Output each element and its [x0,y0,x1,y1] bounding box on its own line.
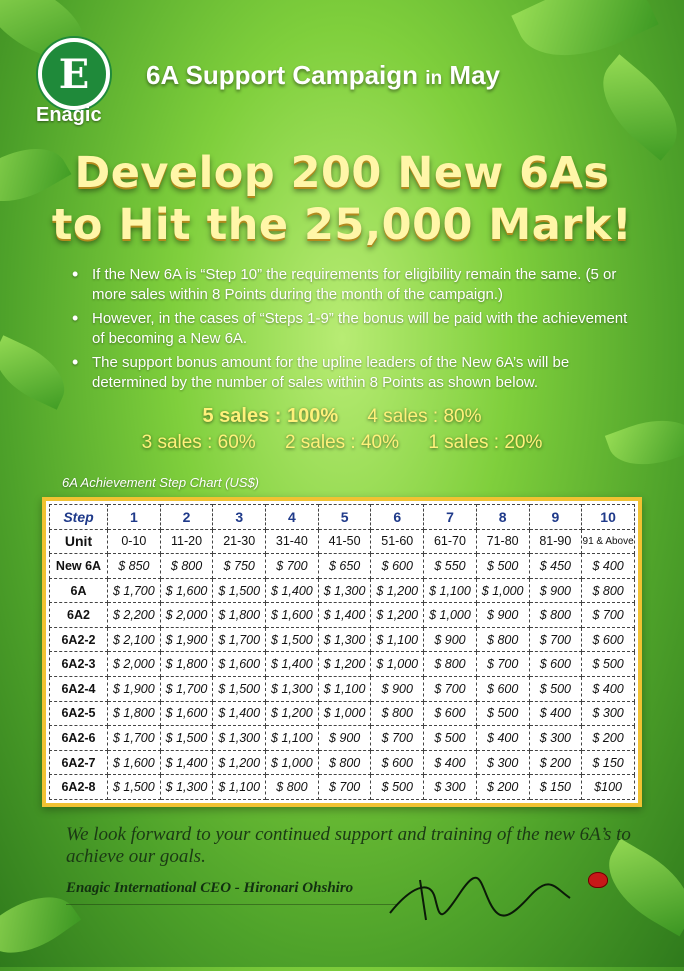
rates-line1 [0,405,684,428]
bonus-amount: $ 1,000 [266,750,319,775]
bonus-amount: $ 900 [371,677,424,702]
table-row [50,603,635,628]
bonus-amount: $ 1,700 [213,627,266,652]
bonus-amount: $ 850 [108,554,161,579]
bonus-amount: $ 1,000 [318,701,371,726]
bonus-amount: $ 2,000 [160,603,213,628]
step-number: 9 [529,505,582,530]
bullet-item: • If the New 6A is “Step 10” the requirements for eligibility remain the same. (5 or more sales within 8 Points during the month of the campaign.) [70,265,630,305]
bonus-amount: $ 800 [476,627,529,652]
rank-label: 6A2-4 [50,677,108,702]
bonus-amount: $ 150 [582,750,635,775]
bonus-amount: $ 200 [529,750,582,775]
bonus-amount: $ 300 [529,726,582,751]
bonus-amount: $ 1,400 [318,603,371,628]
step-number: 2 [160,505,213,530]
bonus-amount: $ 1,100 [318,677,371,702]
bonus-amount: $100 [582,775,635,800]
bonus-amount: $ 1,000 [371,652,424,677]
bonus-amount: $ 500 [582,652,635,677]
bonus-amount: $ 1,500 [160,726,213,751]
ceo-name: Enagic International CEO - Hironari Ohshiro [66,880,354,896]
unit-range: 61-70 [424,529,477,554]
rank-label: 6A2-3 [50,652,108,677]
bonus-amount: $ 700 [424,677,477,702]
bonus-amount: $ 600 [371,554,424,579]
unit-range: 11-20 [160,529,213,554]
step-label: Step [50,505,108,530]
bonus-amount: $ 1,400 [266,652,319,677]
bullet-item: • The support bonus amount for the upline leaders of the New 6A’s will be determined by the number of sales within 8 Points as shown below. [70,353,630,393]
bonus-amount: $ 150 [529,775,582,800]
bonus-amount: $ 1,100 [266,726,319,751]
bonus-amount: $ 700 [266,554,319,579]
bonus-amount: $ 1,500 [213,677,266,702]
bonus-amount: $ 1,200 [213,750,266,775]
chart-title: 6A Achievement Step Chart (US$) [62,475,260,490]
bonus-amount: $ 200 [476,775,529,800]
bullet-list [70,265,630,397]
bonus-amount: $ 400 [582,677,635,702]
rate-item: 1 sales : 20% [428,432,543,453]
bonus-amount: $ 1,800 [160,652,213,677]
rank-label: 6A2-5 [50,701,108,726]
bonus-amount: $ 700 [582,603,635,628]
step-number: 1 [108,505,161,530]
headline-line2: to Hit the 25,000 Mark! [51,200,633,250]
bonus-amount: $ 1,200 [266,701,319,726]
bonus-amount: $ 750 [213,554,266,579]
unit-range: 71-80 [476,529,529,554]
bonus-amount: $ 900 [318,726,371,751]
unit-range: 41-50 [318,529,371,554]
rank-label: 6A2 [50,603,108,628]
unit-range: 81-90 [529,529,582,554]
rank-label: New 6A [50,554,108,579]
bonus-amount: $ 650 [318,554,371,579]
bonus-amount: $ 800 [371,701,424,726]
step-number: 10 [582,505,635,530]
rate-item: 4 sales : 80% [367,406,482,427]
bullet-item: • However, in the cases of “Steps 1-9” the bonus will be paid with the achievement of becoming a New 6A. [70,309,630,349]
bonus-amount: $ 1,400 [160,750,213,775]
bonus-amount: $ 1,600 [160,701,213,726]
bonus-amount: $ 1,300 [318,578,371,603]
table-row [50,726,635,751]
bonus-amount: $ 1,500 [266,627,319,652]
unit-range: 51-60 [371,529,424,554]
bonus-amount: $ 550 [424,554,477,579]
bonus-amount: $ 600 [476,677,529,702]
bonus-amount: $ 1,500 [213,578,266,603]
bonus-amount: $ 600 [424,701,477,726]
step-number: 4 [266,505,319,530]
campaign-in: in [425,68,443,89]
bonus-amount: $ 600 [371,750,424,775]
bonus-amount: $ 900 [424,627,477,652]
bonus-amount: $ 1,600 [160,578,213,603]
brand-name: Enagic [36,104,102,126]
bonus-amount: $ 1,100 [213,775,266,800]
step-number: 7 [424,505,477,530]
bonus-amount: $ 1,200 [371,603,424,628]
rank-label: 6A2-2 [50,627,108,652]
bonus-amount: $ 800 [424,652,477,677]
unit-range: 0-10 [108,529,161,554]
bonus-amount: $ 1,300 [318,627,371,652]
bonus-amount: $ 700 [318,775,371,800]
unit-label: Unit [50,529,108,554]
bonus-amount: $ 900 [529,578,582,603]
unit-range: 91 & Above [582,529,635,554]
step-chart-table [42,497,642,807]
rank-label: 6A2-6 [50,726,108,751]
bonus-amount: $ 800 [582,578,635,603]
ladybug-icon [588,872,608,888]
bonus-amount: $ 1,300 [213,726,266,751]
rates-line2 [0,432,684,454]
bonus-amount: $ 1,700 [108,578,161,603]
bonus-amount: $ 1,400 [213,701,266,726]
bonus-amount: $ 600 [529,652,582,677]
bonus-amount: $ 1,600 [108,750,161,775]
bonus-amount: $ 300 [476,750,529,775]
rank-label: 6A [50,578,108,603]
unit-range: 21-30 [213,529,266,554]
table-row [50,750,635,775]
bonus-amount: $ 800 [266,775,319,800]
bonus-amount: $ 500 [371,775,424,800]
bonus-amount: $ 1,400 [266,578,319,603]
bonus-amount: $ 400 [529,701,582,726]
bonus-amount: $ 2,000 [108,652,161,677]
bonus-amount: $ 1,800 [108,701,161,726]
bonus-amount: $ 1,200 [318,652,371,677]
step-number: 6 [371,505,424,530]
rank-label: 6A2-7 [50,750,108,775]
table-row [50,578,635,603]
enagic-logo-icon: E [38,38,110,110]
bonus-amount: $ 1,700 [108,726,161,751]
bonus-amount: $ 1,800 [213,603,266,628]
rate-item: 2 sales : 40% [284,432,400,453]
unit-range: 31-40 [266,529,319,554]
table-row [50,677,635,702]
campaign-title [146,60,500,91]
bonus-amount: $ 1,500 [108,775,161,800]
step-header-row [50,505,635,530]
bonus-amount: $ 1,000 [424,603,477,628]
bonus-amount: $ 1,600 [266,603,319,628]
bonus-amount: $ 1,300 [160,775,213,800]
bonus-amount: $ 300 [582,701,635,726]
bonus-amount: $ 1,700 [160,677,213,702]
leaf-decoration [0,335,76,410]
bonus-amount: $ 300 [424,775,477,800]
bonus-amount: $ 1,200 [371,578,424,603]
table-row [50,775,635,800]
step-number: 5 [318,505,371,530]
bonus-amount: $ 1,300 [266,677,319,702]
table-row [50,652,635,677]
bonus-amount: $ 1,900 [108,677,161,702]
bonus-amount: $ 2,100 [108,627,161,652]
bonus-amount: $ 800 [529,603,582,628]
bonus-amount: $ 700 [476,652,529,677]
bonus-amount: $ 500 [529,677,582,702]
bonus-amount: $ 2,200 [108,603,161,628]
table-row [50,701,635,726]
bonus-amount: $ 700 [529,627,582,652]
headline-line1: Develop 200 New 6As [74,148,610,198]
bonus-amount: $ 1,100 [371,627,424,652]
bonus-amount: $ 1,600 [213,652,266,677]
rate-item: 5 sales : 100% [202,405,339,427]
bonus-amount: $ 500 [476,554,529,579]
step-number: 8 [476,505,529,530]
bonus-amount: $ 900 [476,603,529,628]
bonus-amount: $ 1,100 [424,578,477,603]
closing-message: We look forward to your continued support and training of the new 6A’s to achieve our goals. [66,824,631,867]
table-row [50,554,635,579]
bonus-amount: $ 800 [160,554,213,579]
bonus-amount: $ 1,000 [476,578,529,603]
signature-icon [380,868,580,928]
bonus-amount: $ 400 [476,726,529,751]
bonus-amount: $ 600 [582,627,635,652]
bonus-amount: $ 500 [424,726,477,751]
bonus-amount: $ 700 [371,726,424,751]
bonus-amount: $ 1,900 [160,627,213,652]
unit-row [50,529,635,554]
campaign-month: May [449,60,500,90]
bonus-amount: $ 400 [424,750,477,775]
campaign-main: 6A Support Campaign [146,60,419,90]
bonus-amount: $ 800 [318,750,371,775]
divider [66,904,396,905]
step-number: 3 [213,505,266,530]
bonus-amount: $ 400 [582,554,635,579]
bonus-amount: $ 450 [529,554,582,579]
rank-label: 6A2-8 [50,775,108,800]
rate-item: 3 sales : 60% [141,432,256,453]
header [0,0,684,140]
bonus-amount: $ 500 [476,701,529,726]
table-row [50,627,635,652]
bonus-amount: $ 200 [582,726,635,751]
